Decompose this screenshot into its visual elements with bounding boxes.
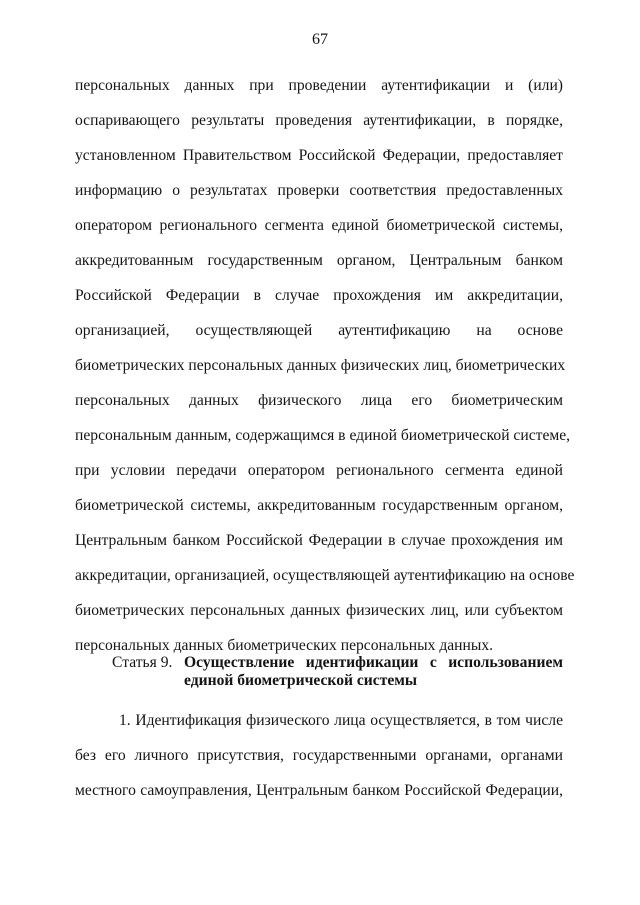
text-line: организацией, осуществляющей аутентификацию на основе: [75, 322, 563, 339]
text-line: биометрической системы, аккредитованным государственным органом,: [75, 497, 563, 514]
text-line: аккредитации, организацией, осуществляющей аутентификацию на основе: [75, 567, 575, 584]
text-line: биометрических персональных данных физических лиц, или субъектом: [75, 602, 563, 619]
text-line: персональных данных физического лица его биометрическим: [75, 392, 563, 409]
text-line: персональных данных при проведении аутентификации и (или): [75, 77, 563, 94]
text-line: информацию о результатах проверки соответствия предоставленных: [75, 182, 563, 199]
paragraph-continuation: [75, 68, 575, 663]
text-line: персональным данным, содержащимся в единой биометрической системе,: [75, 427, 571, 444]
text-line: без его личного присутствия, государственными органами, органами: [75, 747, 563, 764]
article-title-line: единой биометрической системы: [184, 672, 418, 689]
article-label: Статья 9.: [112, 654, 173, 671]
text-line: аккредитованным государственным органом, Центральным банком: [75, 252, 563, 269]
text-line: 1. Идентификация физического лица осуществляется, в том числе: [119, 712, 563, 729]
text-line: оператором регионального сегмента единой биометрической системы,: [75, 217, 563, 234]
page-number: 67: [312, 31, 328, 48]
paragraph-article-9: [75, 703, 563, 808]
text-line: местного самоуправления, Центральным банком Российской Федерации,: [75, 782, 563, 799]
text-line: персональных данных биометрических персональных данных.: [75, 637, 494, 654]
text-line: оспаривающего результаты проведения аутентификации, в порядке,: [75, 112, 563, 129]
text-line: при условии передачи оператором регионального сегмента единой: [75, 462, 563, 479]
text-line: Российской Федерации в случае прохождения им аккредитации,: [75, 287, 563, 304]
text-line: биометрических персональных данных физических лиц, биометрических: [75, 357, 566, 374]
text-line: Центральным банком Российской Федерации в случае прохождения им: [75, 532, 563, 549]
article-title-line: Осуществление идентификации с использованием: [184, 654, 563, 671]
text-line: установленном Правительством Российской Федерации, предоставляет: [75, 147, 563, 164]
article-title: [184, 654, 563, 690]
